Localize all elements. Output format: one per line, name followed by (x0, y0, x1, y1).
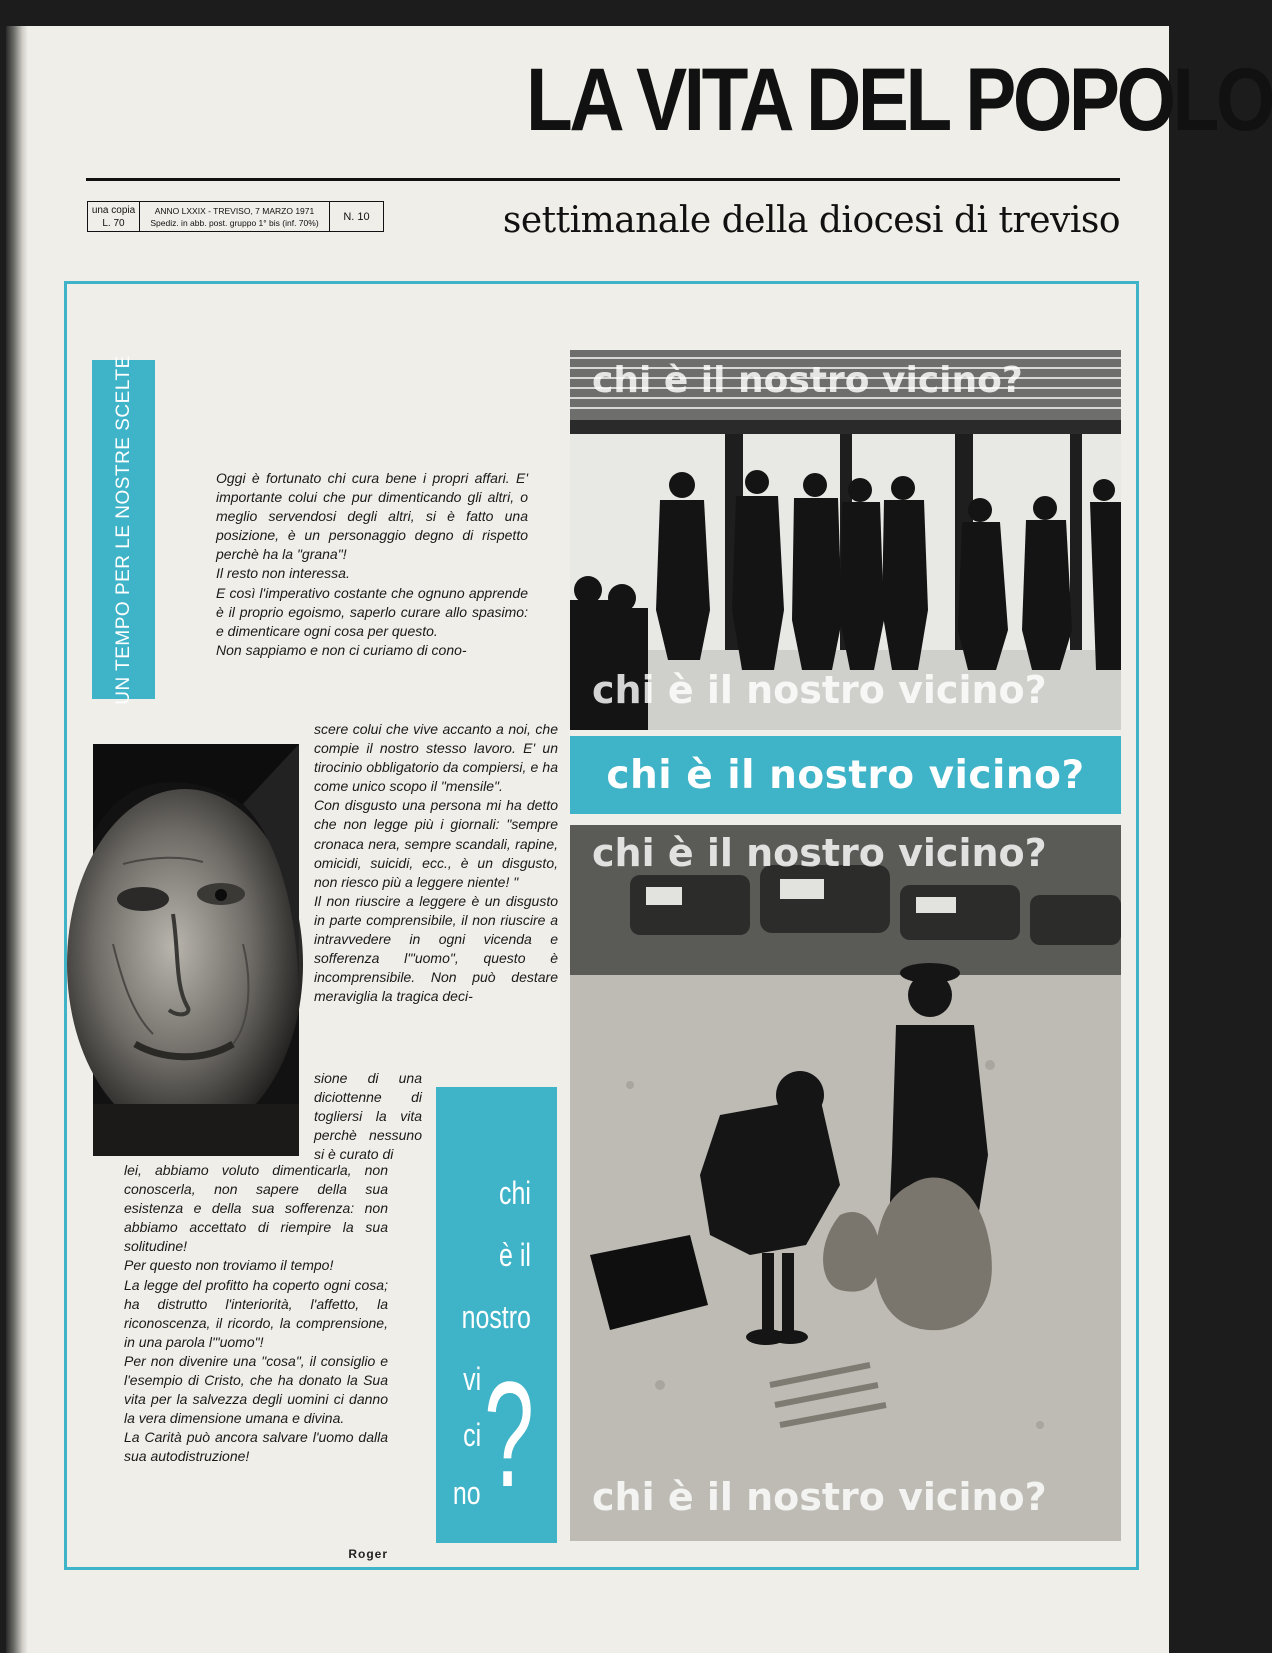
article-author: Roger (348, 1547, 388, 1561)
street-photo (570, 825, 1121, 1541)
headline-band (570, 736, 1121, 814)
question-word: vi (462, 1361, 481, 1397)
article-column-mid (314, 720, 558, 1006)
postal-info: Spediz. in abb. post. gruppo 1° bis (inf. 70%) (150, 217, 319, 228)
question-word: è il (499, 1237, 531, 1273)
masthead-rule (86, 178, 1120, 181)
article-paragraph: Con disgusto una persona mi ha detto che non legge più i giornali: "sempre cronaca nera, sempre scandali, rapine, omicidi, suicidi, ecc., è un disgusto, non riesco più a leggere niente! " (314, 797, 558, 890)
issue-number: N. 10 (343, 210, 370, 223)
article-column-bottom (124, 1161, 388, 1467)
side-banner (92, 354, 155, 705)
article-paragraph: Per non divenire una "cosa", il consiglio e l'esempio di Cristo, che ha donato la Sua vita per la salvezza degli uomini ci danno la vera dimensione umana e divina. (124, 1352, 388, 1427)
article-paragraph: sione di una diciottenne di togliersi la vita perchè nessuno si è curato di (314, 1070, 422, 1163)
question-word: no (453, 1475, 481, 1511)
masthead-title: LA VITA DEL POPOLO (526, 49, 1272, 149)
price-cell (88, 202, 140, 231)
binding-edge (6, 26, 28, 1653)
article-paragraph: Per questo non troviamo il tempo! (124, 1257, 334, 1274)
question-word: chi (499, 1175, 531, 1211)
masthead-subtitle: settimanale della diocesi di treviso (502, 200, 1120, 241)
question-mark-glyph: ? (484, 1350, 535, 1518)
price-label: una copia (91, 204, 136, 216)
portrait-photo (93, 744, 299, 1156)
question-box (436, 1087, 557, 1543)
photo-overlay-text: chi è il nostro vicino? (592, 360, 1023, 401)
article-column-top (216, 469, 528, 660)
article-paragraph: E così l'imperativo costante che ognuno apprende è il proprio egoismo, saperlo curare allo spasimo: e dimenticare ogni cosa per questo. (216, 584, 528, 639)
side-banner-text: UN TEMPO PER LE NOSTRE SCELTE (112, 354, 134, 705)
photo-overlay-text: chi è il nostro vicino? (592, 831, 1047, 875)
photo-overlay-text: chi è il nostro vicino? (592, 1475, 1047, 1519)
question-word: ci (462, 1417, 481, 1453)
headline-text: chi è il nostro vicino? (606, 752, 1085, 798)
article-paragraph: Il non riuscire a leggere è un disgusto in parte comprensibile, il non riuscire a intravvedere in ogni vicenda e sofferenza l'"uomo", questo è incomprensibile. Non può destare meraviglia la tragica deci- (314, 892, 558, 1005)
article-paragraph: Non sappiamo e non ci curiamo di cono- (216, 641, 467, 658)
photo-overlay-text: chi è il nostro vicino? (592, 668, 1047, 712)
issue-date: ANNO LXXIX - TREVISO, 7 MARZO 1971 (154, 205, 315, 216)
question-word: nostro (461, 1299, 531, 1335)
article-paragraph: La legge del profitto ha coperto ogni cosa; ha distrutto l'interiorità, l'affetto, la riconoscenza, il ricordo, la comprensione, in una parola l'"uomo"! (124, 1276, 388, 1350)
article-paragraph: Oggi è fortunato chi cura bene i propri affari. E' importante colui che pur dimenticando gli altri, o meglio servendosi degli altri, si è fatto una posizione, è un personaggio degno di rispetto perchè ha la "grana"! (216, 470, 528, 563)
article-paragraph: Il resto non interessa. (216, 565, 350, 582)
article-paragraph: scere colui che vive accanto a noi, che compie il nostro stesso lavoro. E' un tirocinio obbligatorio da compiersi, e ha come unico scopo il "mensile". (314, 721, 558, 795)
issue-cell (140, 202, 330, 231)
crowd-photo (570, 350, 1121, 730)
price-value: L. 70 (102, 217, 125, 229)
article-paragraph: lei, abbiamo voluto dimenticarla, non conoscerla, non sapere della sua esistenza e della sua sofferenza: non abbiamo accettato di riempire la sua solitudine! (124, 1162, 388, 1255)
issue-info-box (87, 201, 384, 232)
article-column-narrow (314, 1069, 422, 1164)
article-paragraph: La Carità può ancora salvare l'uomo dalla sua autodistruzione! (124, 1429, 388, 1465)
